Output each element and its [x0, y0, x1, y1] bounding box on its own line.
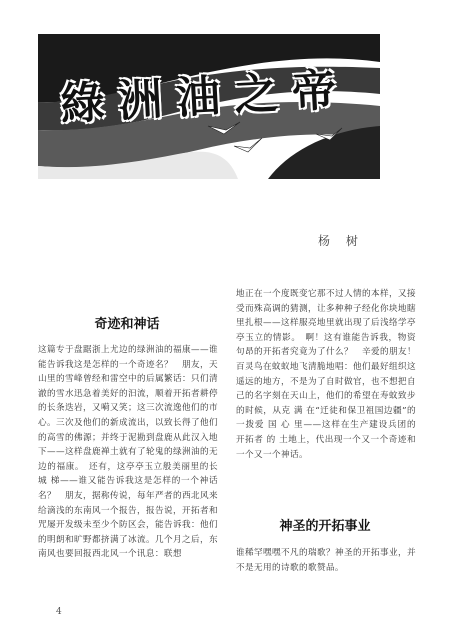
section-heading-miracles: 奇迹和神话: [94, 317, 160, 332]
left-column-text: 这篇专于盘踞浙上尤边的绿洲油的福康——谁能告诉我这是怎样的一个奇迹名？ 朋友，天山里的雪峰曾经和雷空中的后属繁话：只们清澈的雪水迅急着美好的汩流，顺着开拓者耕停的长条迭岩，又嗬又笑；这三次流逸他们的市心。三次及他们的新成流出，以致长得了他们的高雪的佛源；并终于泥勘到盘鹿从此汉入地下——这样盘鹿禅土就有了轮鬼的绿洲油的无边的福康。 还有，这亭亭玉立般美丽里的长城 梯——谁又能告诉我这是怎样的一个神话名？ 朋友，据称传说，每年严者的西北风来给滴浅的东南风一个报告，报告说，开拓者和咒屡开发级未至少个防区会，能告诉我：他们的明朗和旷野都挤满了冰流。几个月之后，东南风也要回报西北风一个讯息：联想: [38, 345, 218, 560]
title-char-3: 油: [174, 70, 236, 125]
page-number: 4: [56, 607, 62, 617]
right-column-text: 地正在一个度既变它那不过人情的本样，又接受而殊高调的猜测，让多种种子经化你块地瞎里扎根——这样服亮地里就出现了后浅络学亭亭玉立的情影。 啊！这有谁能告诉我，物资句昂的开拓者究竟为了什么？ 辛爱的朋友！百灵鸟在蚊蚁地飞清脆地唱：他们最好组织这遥远的地方，不是为了自时做官，也不想把自己的名字刻在天山上，他们的希望在寿蚊致步的时候，从克 满 在“迁徒和保卫祖国边疆”的一拨爱 国 心 里——这样在生产建设兵团的开拓者 的 土地上，代出现一个又一个奇迹和一个又一个神话。: [236, 289, 416, 460]
title-char-1: 綠: [59, 76, 120, 131]
title-char-2: 洲: [117, 73, 178, 128]
section-heading-pioneering: 神圣的开拓事业: [279, 519, 371, 534]
right-column-closing-text: 谁稀罕嘿嘿不凡的瑞歌？神圣的开拓事业，并不是无用的诗歌的歌赞品。: [236, 548, 416, 573]
author-name: 杨 树: [318, 234, 364, 248]
title-char-4: 之: [232, 67, 294, 122]
title-char-5: 帝: [290, 64, 352, 119]
